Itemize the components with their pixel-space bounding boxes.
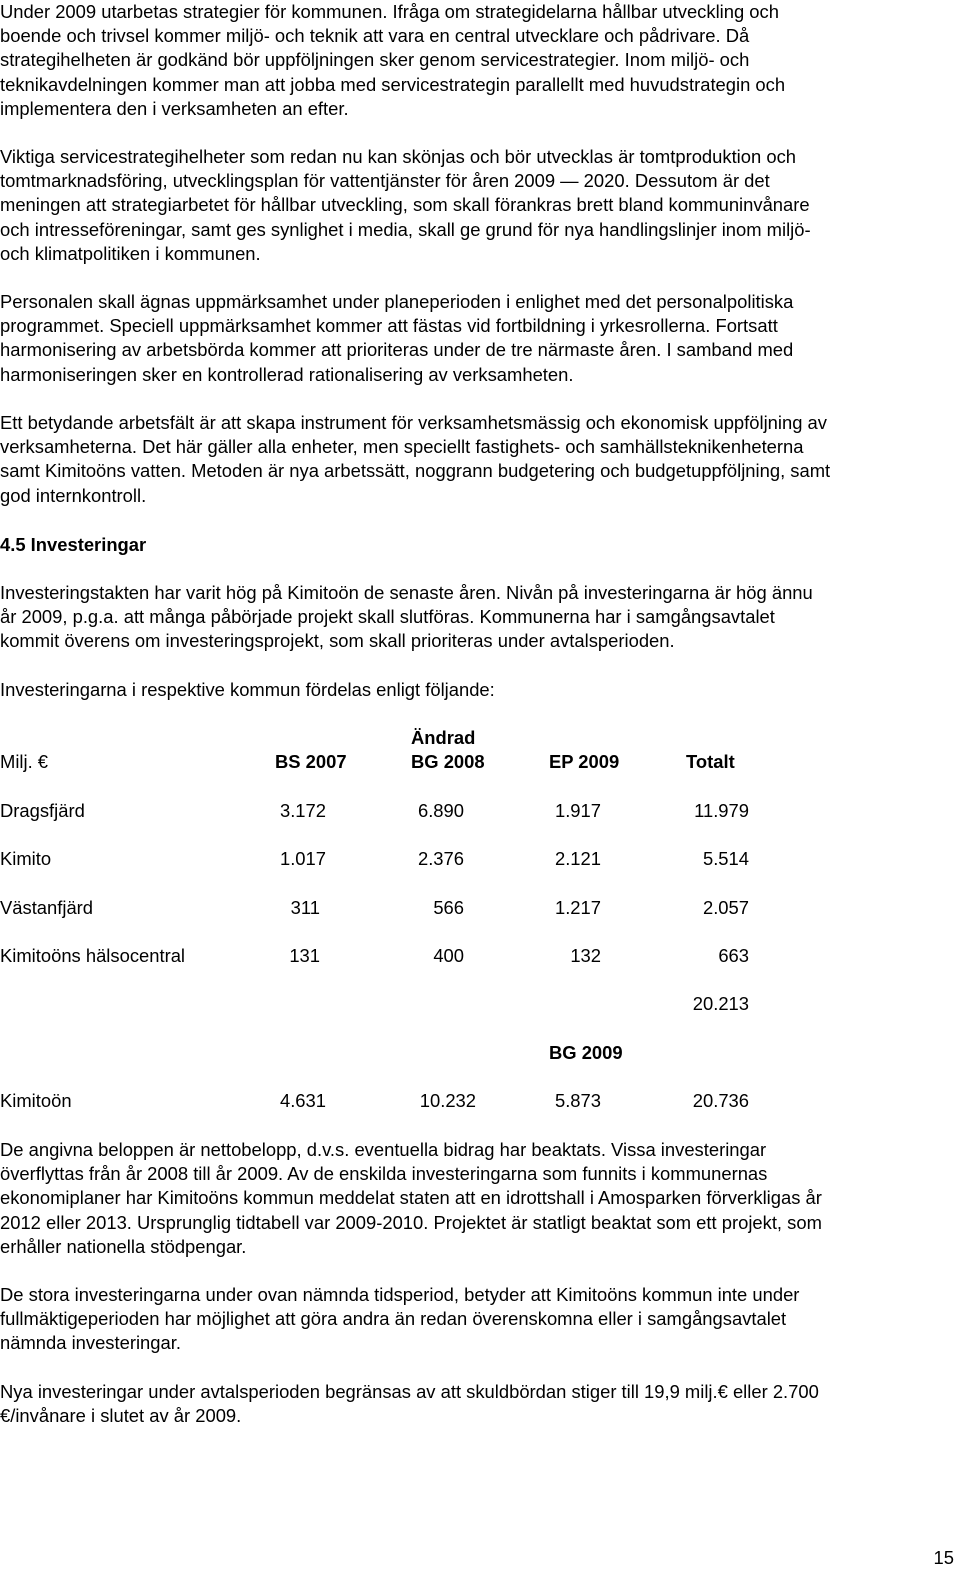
text-line: De angivna beloppen är nettobelopp, d.v.s. eventuella bidrag har beaktats. Vissa investeringar [0,1139,767,1160]
table-cell: 3.172 [279,800,326,821]
text-line: 2012 eller 2013. Ursprunglig tidtabell var 2009-2010. Projektet är statligt beaktat som ett projekt, som [0,1211,822,1233]
table-header-col: EP 2009 [549,751,620,772]
table-unit-label: Milj. € [0,751,49,772]
text-line: tomtmarknadsföring, utvecklingsplan för vattentjänster för åren 2009 — 2020. Dessutom är det [0,170,770,192]
text-line: Nya investeringar under avtalsperioden begränsas av att skuldbördan stiger till 19,9 milj.€ eller 2.700 [0,1381,819,1402]
table-cell: 5.514 [702,848,749,869]
text-line: harmonisering av arbetsbörda kommer att prioriteras under de tre närmaste åren. I samband med [0,339,794,361]
table-cell: 1.217 [554,897,601,918]
table-cell: 311 [290,897,320,918]
text-line: Investeringarna i respektive kommun fördelas enligt följande: [0,679,495,700]
table-row-label: Dragsfjärd [0,800,85,821]
table-cell: 1.917 [554,800,601,821]
table-cell: 663 [718,945,749,966]
table-cell: 566 [433,897,464,918]
table-cell: 6.890 [417,800,464,821]
paragraph-follow-up [0,411,958,508]
text-line: Viktiga servicestrategihelheter som redan nu kan skönjas och bör utvecklas är tomtproduktion och [0,146,796,167]
text-line: verksamheterna. Det här gäller alla enheter, men speciellt fastighets- och samhällsteknikenheterna [0,436,804,458]
table-header-col: BG 2008 [411,751,485,772]
table-header-changed: Ändrad [411,727,476,748]
text-line: De stora investeringarna under ovan nämnda tidsperiod, betyder att Kimitoöns kommun inte under [0,1284,800,1305]
text-line: år 2009, p.g.a. att många påbörjade projekt skall slutföras. Kommunerna har i samgångsavtalet [0,606,775,628]
table-cell: 2.376 [417,848,464,869]
table-cell: 5.873 [554,1090,601,1111]
table-cell: 131 [289,945,320,966]
text-line: Investeringstakten har varit hög på Kimitoön de senaste åren. Nivån på investeringarna är hög ännu [0,582,813,603]
table-row-label: Kimitoöns hälsocentral [0,945,186,966]
paragraph-personnel [0,290,958,387]
text-line: överflyttas från år 2008 till år 2009. Av de enskilda investeringarna som funnits i kommunernas [0,1163,768,1185]
page-number: 15 [933,1547,954,1568]
table-cell: 400 [433,945,464,966]
paragraph-net-amounts [0,1138,958,1259]
paragraph-new-investments [0,1380,958,1428]
text-line: €/invånare i slutet av år 2009. [0,1405,242,1427]
text-line: Ett betydande arbetsfält är att skapa instrument för verksamhetsmässig och ekonomisk uppföljning av [0,412,827,433]
table-header-bg2009: BG 2009 [549,1042,623,1063]
table-cell: 1.017 [279,848,326,869]
table-row-label: Kimito [0,848,52,869]
text-line: samt Kimitoöns vatten. Metoden är nya arbetssätt, noggrann budgetering och budgetuppföljning, samt [0,460,831,482]
section-heading: 4.5 Investeringar [0,534,147,555]
text-line: teknikavdelningen kommer man att jobba med servicestrategin parallellt med huvudstrategin och [0,73,786,95]
text-line: fullmäktigeperioden har möjlighet att göra andra än redan överenskomna eller i samgångsavtalet [0,1308,787,1330]
text-line: Personalen skall ägnas uppmärksamhet under planeperioden i enlighet med det personalpolitiska [0,291,794,312]
text-line: nämnda investeringar. [0,1332,181,1354]
text-line: boende och trivsel kommer miljö- och teknik att vara en central utvecklare och pådrivare. Då [0,25,750,47]
text-line: kommit överens om investeringsprojekt, som skall prioriteras under avtalsperioden. [0,630,675,652]
text-line: ekonomiplaner har Kimitoöns kommun meddelat staten att en idrottshall i Amosparken förverkligas år [0,1187,822,1209]
text-line: implementera den i verksamheten an efter. [0,97,349,119]
paragraph-table-intro [0,678,958,702]
text-line: och intresseföreningar, samt ges synlighet i media, skall ge grund för nya handlingslinjer inom miljö- [0,218,811,240]
table-cell: 11.979 [694,800,749,821]
text-line: programmet. Speciell uppmärksamhet kommer att fästas vid fortbildning i yrkesrollerna. Fortsatt [0,315,778,337]
table-subtotal: 20.213 [692,993,749,1014]
text-line: strategihelheten är godkänd bör uppföljningen sker genom servicestrategier. Inom miljö- och [0,49,750,71]
text-line: och klimatpolitiken i kommunen. [0,242,261,264]
paragraph-investment-pace [0,581,958,654]
text-line: god internkontroll. [0,484,147,506]
table-row-label: Västanfjärd [0,897,94,918]
table-header-col: Totalt [686,751,735,772]
table-cell: 2.057 [702,897,749,918]
text-line: Under 2009 utarbetas strategier för kommunen. Ifråga om strategidelarna hållbar utveckling och [0,1,779,22]
text-line: harmoniseringen sker en kontrollerad rationalisering av verksamheten. [0,363,574,385]
table-cell: 20.736 [692,1090,749,1111]
text-line: erhåller nationella stödpengar. [0,1235,247,1257]
table-cell: 4.631 [279,1090,326,1111]
paragraph-service-strategies [0,145,958,266]
paragraph-strategies [0,0,958,121]
table-cell: 2.121 [554,848,601,869]
text-line: meningen att strategiarbetet för hållbar utveckling, som skall förankras brett bland kommuninvånare [0,194,810,216]
table-cell: 132 [570,945,601,966]
table-row-label: Kimitoön [0,1090,72,1111]
table-cell: 10.232 [419,1090,476,1111]
table-header-col: BS 2007 [275,751,347,772]
paragraph-large-investments [0,1283,958,1356]
